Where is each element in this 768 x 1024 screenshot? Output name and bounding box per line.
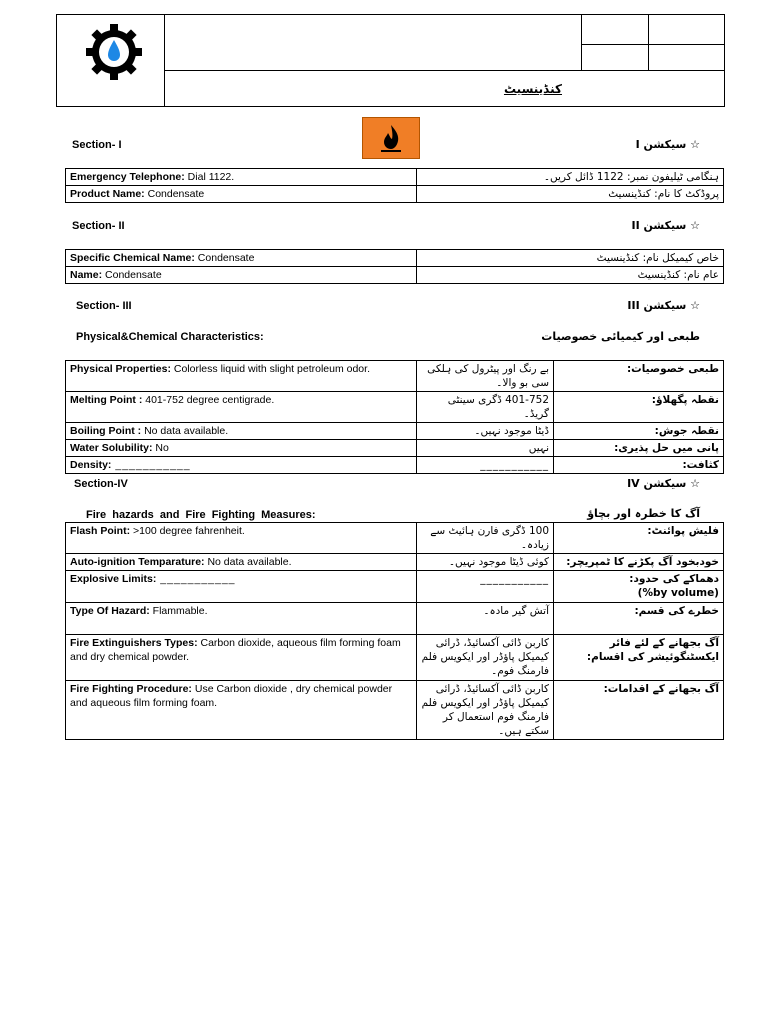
table-row: Density: ___________ ___________ کثافت: (66, 457, 724, 474)
header-divider-v2 (581, 14, 582, 70)
table-row: Physical Properties: Colorless liquid with slight petroleum odor. بے رنگ اور پیٹرول کی ہلکی سی بو والا۔ طبعی خصوصیات: (66, 361, 724, 392)
table-row: Name: Condensate عام نام: کنڈینسیٹ (66, 267, 724, 284)
section-2-title: Section- II (72, 220, 125, 232)
fire-hazards-table (65, 522, 724, 740)
table-row: Type Of Hazard: Flammable. آتش گیر مادہ۔ خطرے کی قسم: (66, 603, 724, 635)
header-divider-v3 (648, 14, 649, 70)
table-row: Fire Extinguishers Types: Carbon dioxide, aqueous film forming foam and dry chemical powder. کاربن ڈائی آکسائیڈ، ڈرائی کیمیکل پاؤڈر اور ایکویس فلم فارمنگ فوم۔ آگ بجھانے کے لئے فائر ایکسٹنگوئیشر کی اقسام: (66, 635, 724, 681)
table-row: Boiling Point : No data available. ڈیٹا موجود نہیں۔ نقطہ جوش: (66, 423, 724, 440)
chemical-name-table (65, 249, 724, 284)
document-header (56, 14, 725, 107)
header-title-urdu: کنڈینسیٹ (503, 82, 562, 96)
header-divider-h2 (581, 44, 725, 45)
flammable-hazard-icon (362, 117, 420, 159)
section-4-subtitle: Fire hazards and Fire Fighting Measures: (86, 509, 316, 521)
table-row: Specific Chemical Name: Condensate خاص کیمیکل نام: کنڈینسیٹ (66, 250, 724, 267)
table-row: Emergency Telephone: Dial 1122. ہنگامی ٹیلیفون نمبر: 1122 ڈائل کریں۔ (66, 169, 724, 186)
section-3-subtitle: Physical&Chemical Characteristics: (76, 331, 264, 343)
section-3-title: Section- III (76, 300, 132, 312)
physical-properties-table (65, 360, 724, 474)
table-row: Fire Fighting Procedure: Use Carbon dioxide , dry chemical powder and aqueous film forming foam. کاربن ڈائی آکسائیڈ، ڈرائی کیمیکل پاؤڈر اور ایکویس فلم فارمنگ فوم استعمال کر سکتے ہیں۔ آگ بجھانے کے اقدامات: (66, 681, 724, 740)
section-4-title-urdu: ☆ سیکشن IV (627, 477, 700, 490)
table-row: Product Name: Condensate پروڈکٹ کا نام: کنڈینسیٹ (66, 186, 724, 203)
section-1-title: Section- I (72, 139, 122, 151)
table-row: Auto-ignition Temparature: No data available. کوئی ڈیٹا موجود نہیں۔ خودبخود آگ پکڑنے کا ٹمپریچر: (66, 554, 724, 571)
company-logo (82, 20, 146, 84)
section-4-subtitle-urdu: آگ کا خطرہ اور بچاؤ (587, 507, 700, 520)
section-2-title-urdu: ☆ سیکشن II (631, 219, 700, 232)
section-3-title-urdu: ☆ سیکشن III (627, 299, 700, 312)
table-row: Explosive Limits: ___________ ___________ دھماکے کی حدود: (%by volume) (66, 571, 724, 603)
header-divider-h (164, 70, 725, 71)
table-row: Water Solubility: No نہیں پانی میں حل پذیری: (66, 440, 724, 457)
table-row: Melting Point : 401-752 degree centigrade. 401-752 ڈگری سینٹی گریڈ۔ نقطہ پگھلاؤ: (66, 392, 724, 423)
emergency-table (65, 168, 724, 203)
header-divider-v1 (164, 14, 165, 107)
section-3-subtitle-urdu: طبعی اور کیمیائی خصوصیات (541, 330, 700, 343)
table-row: Flash Point: >100 degree fahrenheit. 100 ڈگری فارن ہائیٹ سے زیادہ۔ فلیش پوائنٹ: (66, 523, 724, 554)
section-1-title-urdu: ☆ سیکشن I (635, 138, 700, 151)
section-4-title: Section-IV (74, 478, 128, 490)
